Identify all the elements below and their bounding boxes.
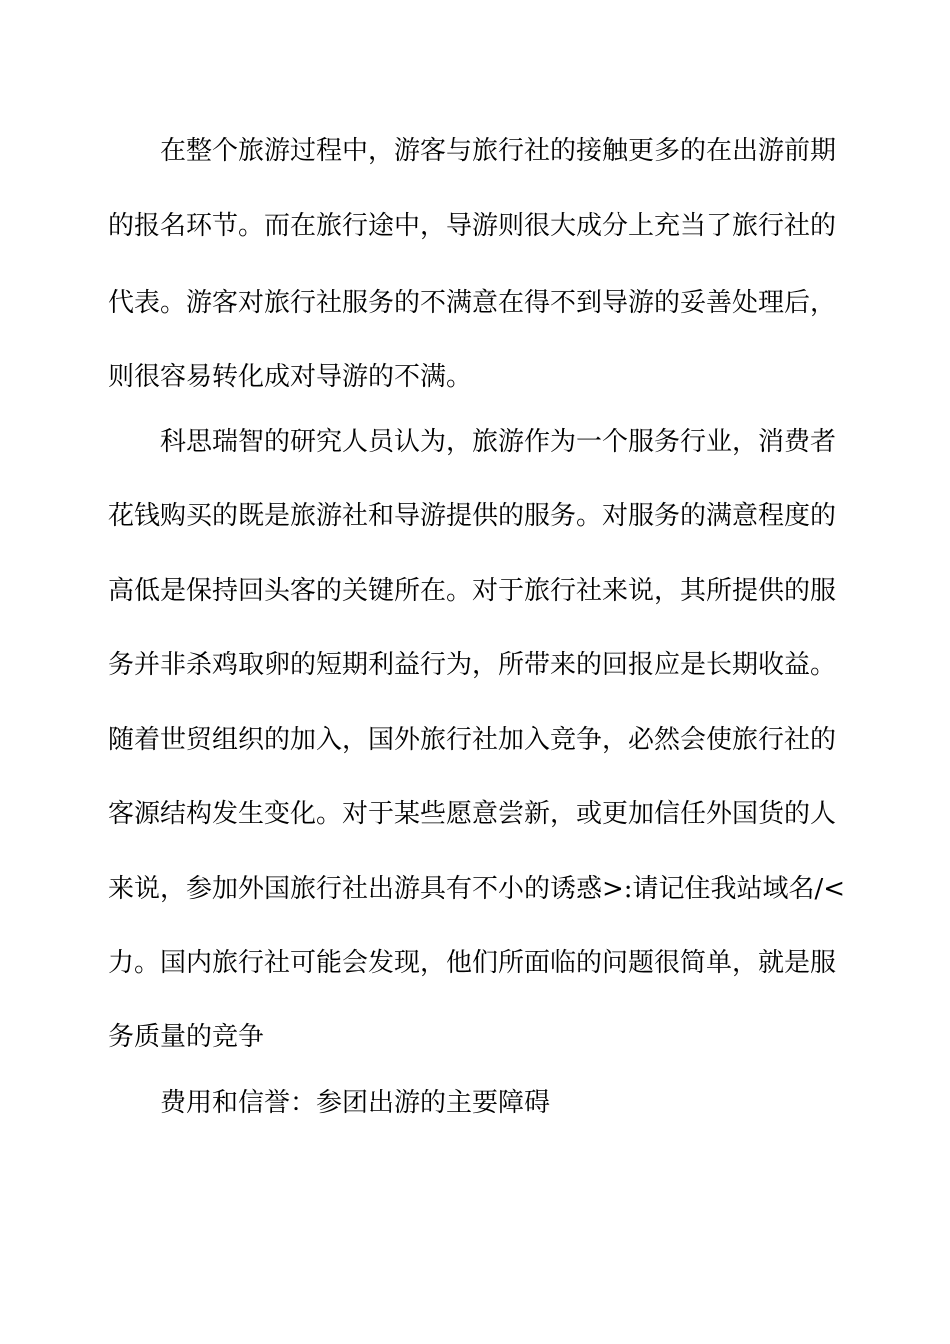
paragraph-2-line-3: 高低是保持回头客的关键所在。对于旅行社来说，其所提供的服: [108, 576, 837, 606]
paragraph-2-line-7: 来说，参加外国旅行社出游具有不小的诱惑>:请记住我站域名/<: [108, 874, 846, 904]
paragraph-2-line-4: 务并非杀鸡取卵的短期利益行为，所带来的回报应是长期收益。: [108, 650, 837, 680]
paragraph-2-line-9: 务质量的竞争: [108, 1022, 265, 1052]
section-heading: 费用和信誉：参团出游的主要障碍: [160, 1088, 551, 1118]
paragraph-2-line-5: 随着世贸组织的加入，国外旅行社加入竞争，必然会使旅行社的: [108, 725, 837, 755]
paragraph-2-line-2: 花钱购买的既是旅游社和导游提供的服务。对服务的满意程度的: [108, 501, 837, 531]
paragraph-2-line-6: 客源结构发生变化。对于某些愿意尝新，或更加信任外国货的人: [108, 799, 837, 829]
paragraph-2-line-8: 力。国内旅行社可能会发现，他们所面临的问题很简单，就是服: [108, 948, 837, 978]
paragraph-1-line-3: 代表。游客对旅行社服务的不满意在得不到导游的妥善处理后，: [108, 288, 837, 318]
paragraph-2-line-1: 科思瑞智的研究人员认为，旅游作为一个服务行业，消费者: [160, 427, 837, 457]
paragraph-1-line-2: 的报名环节。而在旅行途中，导游则很大成分上充当了旅行社的: [108, 211, 837, 241]
paragraph-1-line-4: 则很容易转化成对导游的不满。: [108, 362, 473, 392]
paragraph-1-line-1: 在整个旅游过程中，游客与旅行社的接触更多的在出游前期: [160, 136, 837, 166]
